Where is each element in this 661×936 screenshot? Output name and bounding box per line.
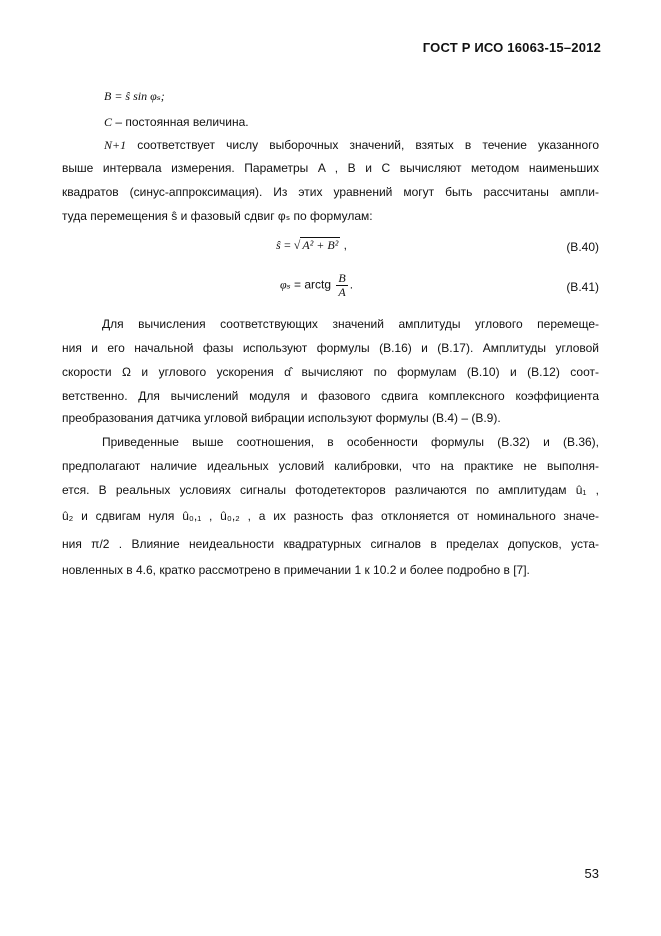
formula-b41: φₛ = arctg $\frac{B}{A}$ . (B.41) [280, 271, 599, 299]
paragraph-1-line-2: ния и его начальной фазы используют формулы (B.16) и (B.17). Амплитуды угловой [62, 341, 599, 355]
text-line-3-body: соответствует числу выборочных значений, взятых в течение указанного [126, 138, 599, 152]
symbol-c: C [104, 115, 113, 129]
paragraph-2-line-4: û₂ и сдвигам нуля û₀,₁ , û₀,₂ , а их разность фаз отклоняется от номинального значе- [62, 509, 599, 523]
text-line-5: квадратов (синус-аппроксимация). Из этих уравнений могут быть рассчитаны ампли- [62, 185, 599, 199]
paragraph-1-line-1: Для вычисления соответствующих значений амплитуды углового перемеще- [102, 317, 599, 331]
formula-b40: ŝ = √ A² + B² , (B.40) [276, 238, 599, 254]
paragraph-2-line-2: предполагают наличие идеальных условий калибровки, что на практике не выполня- [62, 459, 599, 473]
constant-c-text: – постоянная величина. [112, 115, 249, 129]
page-number: 53 [584, 866, 599, 881]
symbol-n-plus-1: N+1 [104, 138, 127, 152]
fraction-numerator: B [338, 271, 346, 285]
fraction-denominator: A [338, 285, 346, 299]
paragraph-2-line-1: Приведенные выше соотношения, в особенности формулы (B.32) и (B.36), [102, 435, 599, 449]
formula-b41-fraction [336, 272, 347, 299]
paragraph-1-line-4: ветственно. Для вычислений модуля и фазового сдвига комплексного коэффициента [62, 389, 599, 403]
formula-b40-tail: , [340, 238, 347, 252]
equation-number-b40: (B.40) [566, 240, 599, 254]
document-header: ГОСТ Р ИСО 16063-15–2012 [422, 40, 601, 55]
formula-b41-operator: arctg [304, 277, 332, 292]
paragraph-2-line-3: ется. В реальных условиях сигналы фотодетекторов различаются по амплитудам û₁ , [62, 483, 599, 497]
b-definition-text: B = ŝ sin φₛ; [104, 89, 165, 103]
text-line-3 [104, 135, 599, 155]
paragraph-2-line-5: ния π/2 . Влияние неидеальности квадратурных сигналов в пределах допусков, уста- [62, 537, 599, 551]
paragraph-2-line-6: новленных в 4.6, кратко рассмотрено в примечании 1 к 10.2 и более подробно в [7]. [62, 563, 530, 577]
text-line-6: туда перемещения ŝ и фазовый сдвиг φₛ по формулам: [62, 209, 373, 223]
constant-c-line [104, 112, 641, 132]
paragraph-1-line-5: преобразования датчика угловой вибрации используют формулы (B.4) – (B.9). [62, 411, 501, 425]
formula-b-definition [104, 86, 641, 106]
equation-number-b41: (B.41) [566, 280, 599, 294]
formula-b40-lhs: ŝ [276, 238, 281, 252]
formula-b40-rhs: A² + B² [302, 238, 339, 252]
formula-b41-tail: . [349, 277, 354, 292]
formula-b41-lhs: φₛ [280, 277, 291, 292]
text-line-4: выше интервала измерения. Параметры A , B и C вычисляют методом наименьших [62, 161, 599, 175]
paragraph-1-line-3: скорости Ω и углового ускорения α̂ вычисляют по формулам (B.10) и (B.12) соот- [62, 365, 599, 379]
